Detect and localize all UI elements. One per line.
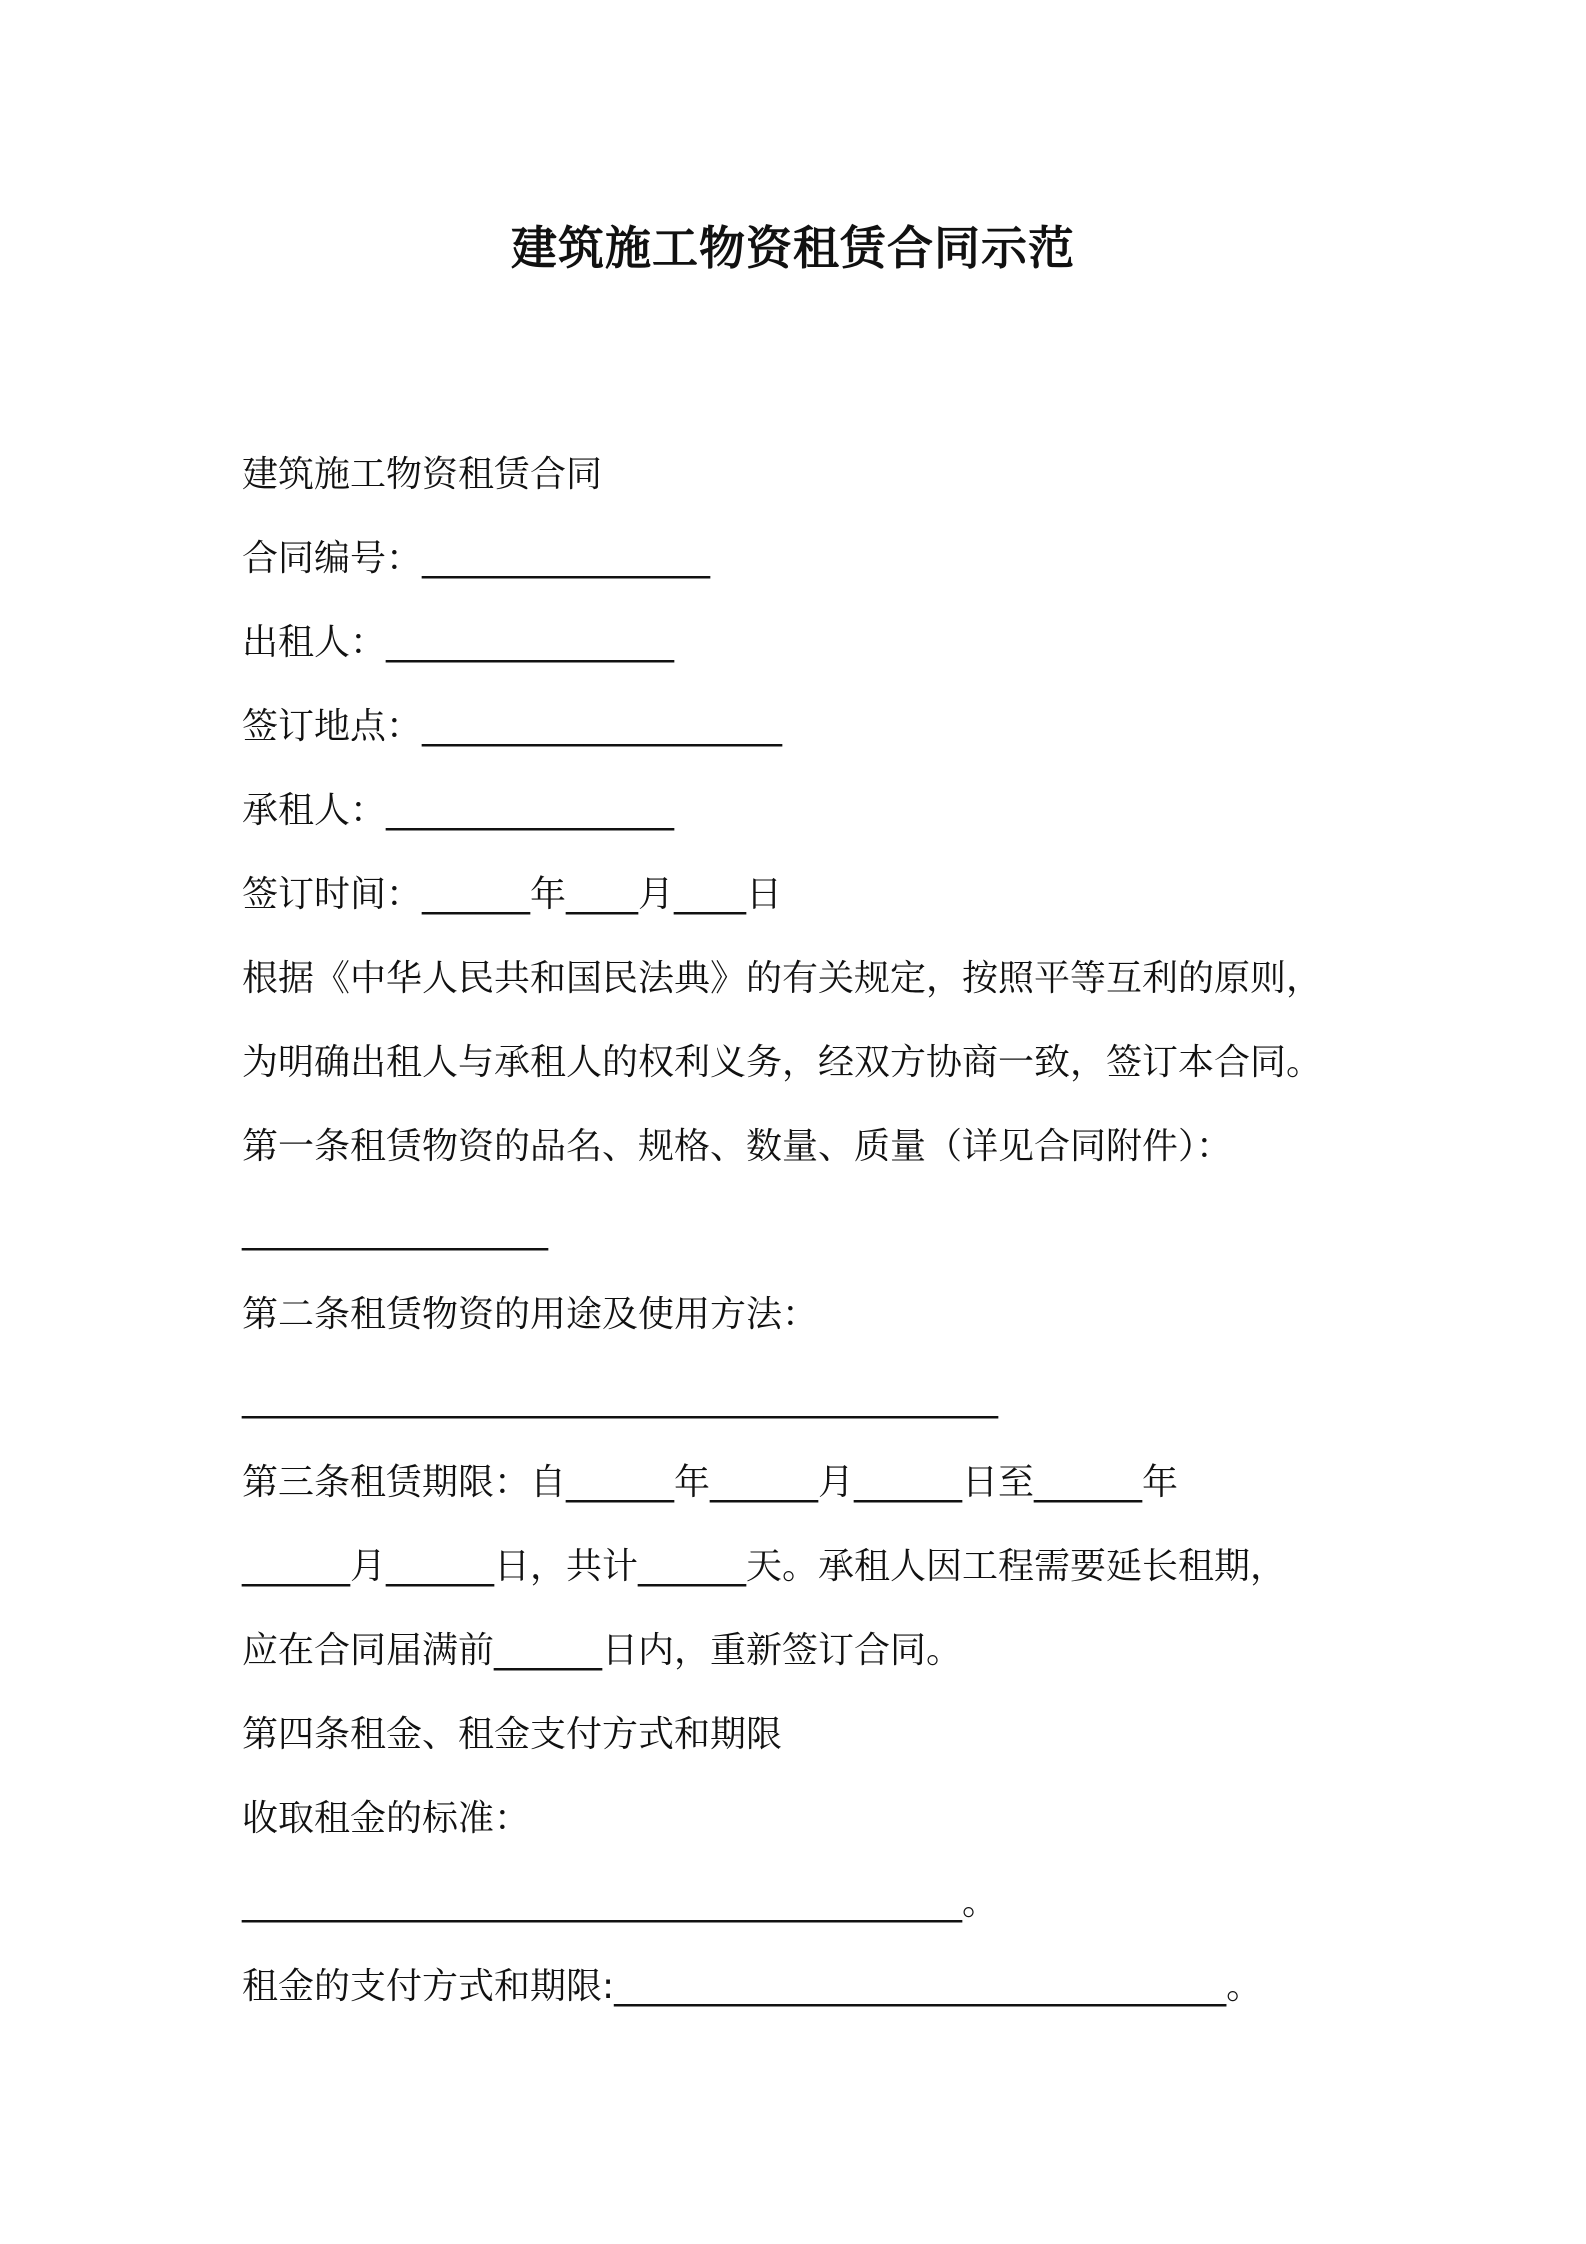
preamble-line-2: 为明确出租人与承租人的权利义务，经双方协商一致，签订本合同。 xyxy=(242,1042,1323,1083)
rent-standard-line: 收取租金的标准： xyxy=(242,1798,531,1839)
article-2-line: 第二条租赁物资的用途及使用方法： xyxy=(242,1294,819,1335)
article-2-blank: __________________________________________ xyxy=(242,1378,998,1419)
article-1-line: 第一条租赁物资的品名、规格、数量、质量（详见合同附件）： xyxy=(242,1126,1233,1167)
rent-standard-blank: ________________________________________。 xyxy=(242,1882,998,1923)
article-4-line: 第四条租金、租金支付方式和期限 xyxy=(242,1714,783,1755)
article-1-blank: _________________ xyxy=(242,1210,548,1251)
document-title: 建筑施工物资租赁合同示范 xyxy=(511,221,1075,275)
contract-body xyxy=(242,446,1422,2042)
article-3-line-2: ______月______日，共计______天。承租人因工程需要延长租期， xyxy=(242,1546,1287,1587)
article-3-line-1: 第三条租赁期限：自______年______月______日至______年 xyxy=(242,1462,1179,1503)
contract-heading: 建筑施工物资租赁合同 xyxy=(242,454,603,495)
payment-terms-line: 租金的支付方式和期限:__________________________________。 xyxy=(242,1966,1263,2007)
preamble-line-1: 根据《中华人民共和国民法典》的有关规定，按照平等互利的原则， xyxy=(242,958,1323,999)
signing-date-line: 签订时间：______年____月____日 xyxy=(242,874,783,915)
contract-number-line: 合同编号：________________ xyxy=(242,538,711,579)
lessor-line: 出租人：________________ xyxy=(242,622,675,663)
signing-place-line: 签订地点：____________________ xyxy=(242,706,783,747)
lessee-line: 承租人：________________ xyxy=(242,790,675,831)
article-3-line-3: 应在合同届满前______日内，重新签订合同。 xyxy=(242,1630,963,1671)
